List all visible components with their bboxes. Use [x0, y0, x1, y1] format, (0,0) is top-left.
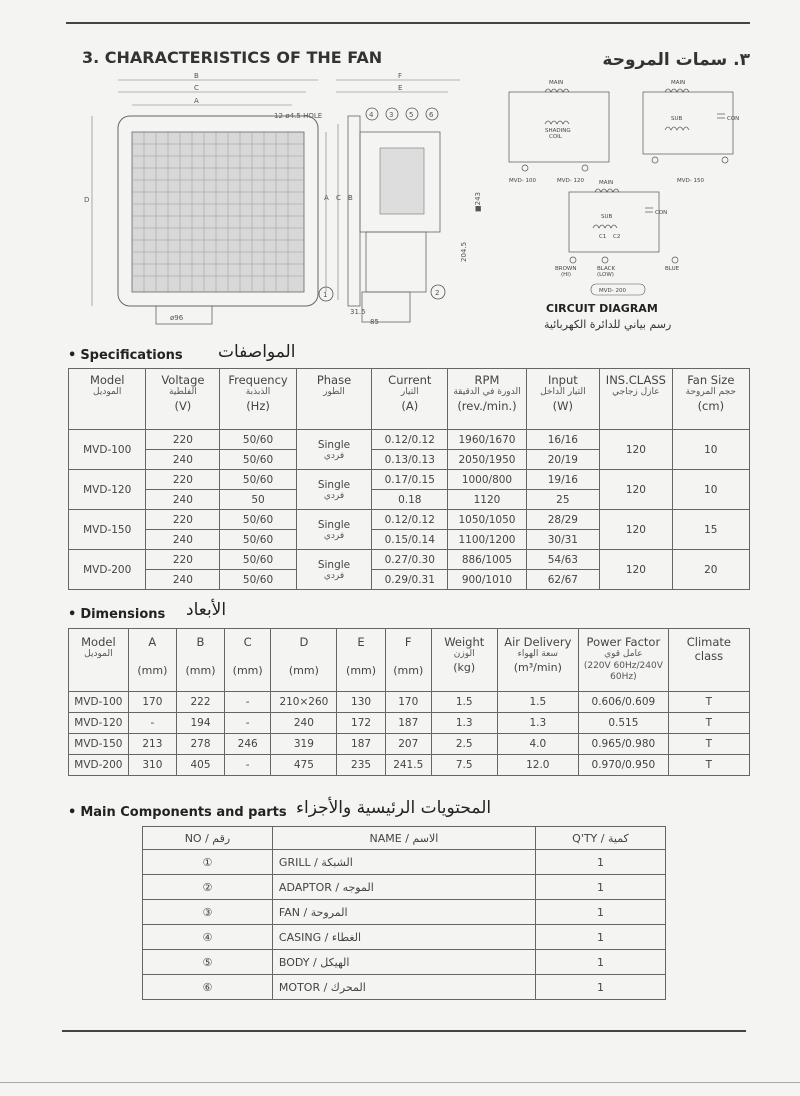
dim-header-d: D (mm)	[271, 629, 337, 692]
callout-5: 5	[409, 111, 414, 119]
dim-header-a: A (mm)	[128, 629, 176, 692]
circuit-b-main: MAIN	[671, 80, 686, 86]
dim-96: ø96	[170, 314, 184, 322]
circuit-c-sub: SUB	[601, 214, 613, 220]
wire-brown: BROWN	[555, 266, 577, 272]
circuit-c-c2: C2	[613, 234, 621, 240]
dim-header-climate-class: Climate class	[668, 629, 749, 692]
dim-letter-a: A	[194, 97, 199, 105]
dimensions-heading-arabic: الأبعاد	[186, 600, 227, 620]
section-title: 3. CHARACTERISTICS OF THE FAN	[82, 48, 383, 67]
circuit-diagram	[505, 80, 750, 302]
dim-header-f: F (mm)	[385, 629, 431, 692]
fan-technical-drawing	[80, 72, 500, 334]
dim-letter-b-vertical: B	[348, 194, 353, 202]
table-row: ④ CASING / الغطاء 1	[143, 925, 666, 950]
spec-row: 240 50/60 0.13/0.13 2050/1950 20/19	[69, 450, 750, 470]
circuit-c-main: MAIN	[599, 180, 614, 186]
dim-letter-f: F	[398, 72, 403, 80]
circuit-b-model-150: MVD- 150	[677, 178, 704, 184]
dim-header-e: E (mm)	[337, 629, 385, 692]
page-edge	[0, 1082, 800, 1083]
callout-3: 3	[389, 111, 394, 119]
specifications-heading-arabic: المواصفات	[218, 342, 296, 362]
dim-243: ■243	[474, 192, 482, 212]
top-rule	[66, 22, 750, 24]
table-row: ③ FAN / المروحة 1	[143, 900, 666, 925]
dim-row: MVD-100 170 222 - 210×260 130 170 1.5 1.5 0.606/0.609 T	[69, 692, 750, 713]
circuit-a-model-120: MVD- 120	[557, 178, 584, 184]
dim-header-b: B (mm)	[176, 629, 224, 692]
dim-letter-c-vertical: C	[336, 194, 341, 202]
dim-header-weight: Weight الوزن (kg)	[431, 629, 497, 692]
circuit-diagram-title: CIRCUIT DIAGRAM	[546, 302, 658, 315]
dim-31-5: 31.5	[350, 308, 366, 316]
spec-header-fan-size: Fan Size حجم المروحة (cm)	[672, 369, 749, 430]
spec-header-voltage: Voltage الفلطية (V)	[146, 369, 220, 430]
section-title-arabic: ٣. سمات المروحة	[602, 50, 750, 70]
dim-letter-b: B	[194, 72, 199, 80]
spec-header-input: Input التيار الداخل (W)	[526, 369, 599, 430]
spec-header-frequency: Frequency الذبذبة (Hz)	[220, 369, 296, 430]
table-row: ② ADAPTOR / الموجه 1	[143, 875, 666, 900]
wire-blue: BLUE	[665, 266, 680, 272]
spec-header-phase: Phase الطور	[296, 369, 372, 430]
spec-row: 240 50/60 0.15/0.14 1100/1200 30/31	[69, 530, 750, 550]
circuit-c-c1: C1	[599, 234, 607, 240]
bottom-rule	[62, 1030, 746, 1032]
dimensions-heading: • Dimensions	[68, 607, 166, 622]
dim-204-5: 204.5	[460, 241, 468, 262]
circuit-a-main: MAIN	[549, 80, 564, 86]
table-row: ⑥ MOTOR / المحرك 1	[143, 975, 666, 1000]
parts-header-no: NO / رقم	[143, 827, 273, 850]
spec-header-ins-class: INS.CLASS عازل زجاجي	[600, 369, 673, 430]
circuit-c-con: CON	[655, 210, 668, 216]
circuit-b-sub: SUB	[671, 116, 683, 122]
wire-black-low: (LOW)	[597, 272, 614, 278]
dim-letter-e: E	[398, 84, 403, 92]
wire-brown-hi: (HI)	[561, 272, 572, 278]
dim-row: MVD-150 213 278 246 319 187 207 2.5 4.0 0.965/0.980 T	[69, 734, 750, 755]
table-row: ⑤ BODY / الهيكل 1	[143, 950, 666, 975]
circuit-diagram-title-arabic: رسم بياني للدائرة الكهربائية	[544, 318, 672, 331]
spec-header-current: Current التيار (A)	[372, 369, 448, 430]
dimensions-table	[68, 628, 750, 776]
parts-header-name: NAME / الاسم	[272, 827, 535, 850]
spec-row: MVD-100 220 50/60 Single فردي 0.12/0.12 1960/1670 16/16 120 10	[69, 430, 750, 450]
callout-4: 4	[369, 111, 374, 119]
spec-row: 240 50/60 0.29/0.31 900/1010 62/67	[69, 570, 750, 590]
circuit-b-con: CON	[727, 116, 740, 122]
parts-header-qty: Q'TY / كمية	[535, 827, 665, 850]
specifications-table	[68, 368, 750, 590]
circuit-a-shading: SHADING	[545, 128, 571, 134]
spec-header-model: Model الموديل	[69, 369, 146, 430]
spec-row: MVD-200 220 50/60 Single فردي 0.27/0.30 886/1005 54/63 120 20	[69, 550, 750, 570]
spec-header-rpm: RPM الدورة في الدقيقة (rev./min.)	[448, 369, 526, 430]
dim-header-air-delivery: Air Delivery سعة الهواء (m³/min)	[497, 629, 578, 692]
dim-row: MVD-120 - 194 - 240 172 187 1.3 1.3 0.515 T	[69, 713, 750, 734]
circuit-c-model-200: MVD- 200	[599, 288, 626, 294]
dim-row: MVD-200 310 405 - 475 235 241.5 7.5 12.0 0.970/0.950 T	[69, 755, 750, 776]
dim-letter-a-vertical: A	[324, 194, 329, 202]
wire-black: BLACK	[597, 266, 616, 272]
spec-row: 240 50 0.18 1120 25	[69, 490, 750, 510]
circuit-a-coil: COIL	[549, 134, 562, 140]
dim-letter-d: D	[84, 196, 90, 204]
callout-6: 6	[429, 111, 434, 119]
dim-85: 85	[370, 318, 379, 326]
specifications-heading: • Specifications	[68, 348, 183, 363]
hole-label: 12-ø4.5 HOLE	[274, 112, 323, 120]
components-heading-arabic: المحتويات الرئيسية والأجزاء	[296, 798, 492, 818]
dim-letter-c: C	[194, 84, 199, 92]
dim-header-c: C (mm)	[225, 629, 271, 692]
components-table	[142, 826, 666, 1000]
table-row: ① GRILL / الشبكة 1	[143, 850, 666, 875]
components-heading: • Main Components and parts	[68, 805, 287, 820]
callout-1: 1	[323, 291, 328, 299]
spec-row: MVD-120 220 50/60 Single فردي 0.17/0.15 1000/800 19/16 120 10	[69, 470, 750, 490]
dim-header-model: Model الموديل	[69, 629, 129, 692]
spec-row: MVD-150 220 50/60 Single فردي 0.12/0.12 1050/1050 28/29 120 15	[69, 510, 750, 530]
dim-header-power-factor: Power Factor عامل قوي (220V 60Hz/240V 60Hz)	[579, 629, 669, 692]
callout-2: 2	[435, 289, 440, 297]
circuit-a-model-100: MVD- 100	[509, 178, 536, 184]
